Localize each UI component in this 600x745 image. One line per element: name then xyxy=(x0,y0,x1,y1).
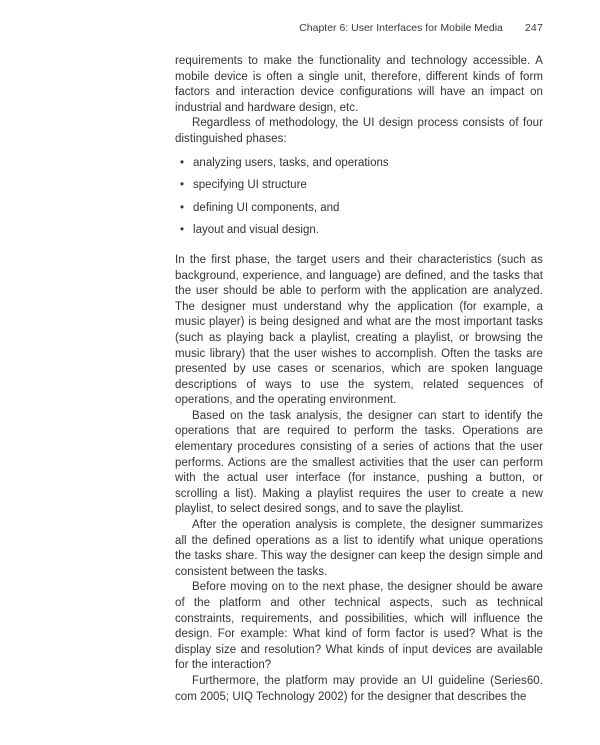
bullet-icon: • xyxy=(180,179,185,192)
list-item xyxy=(180,156,543,172)
page-header xyxy=(175,22,543,35)
list-item xyxy=(180,178,543,194)
text-column xyxy=(175,54,543,705)
bullet-icon: • xyxy=(180,224,185,237)
bullet-icon: • xyxy=(180,156,185,169)
list-item xyxy=(180,201,543,217)
paragraph: Before moving on to the next phase, the designer should be aware of the platform and other technical aspects, such as technical constraints, requirements, and possibilities, which will influence the design. For example: What kind of form factor is used? What is the display size and resolution? What kinds of input devices are available for the interaction? xyxy=(175,581,543,672)
paragraph: Furthermore, the platform may provide an UI guideline (Series60. com 2005; UIQ Technology 2002) for the designer that describes the xyxy=(175,674,543,703)
paragraph: After the operation analysis is complete, the designer summarizes all the defined operations as a list to identify what unique operations the tasks share. This way the designer can keep the design simple and consistent between the tasks. xyxy=(175,519,543,578)
list-item-text: layout and visual design. xyxy=(193,224,319,237)
list-item xyxy=(180,223,543,239)
paragraph: In the first phase, the target users and their characteristics (such as background, experience, and language) are defined, and the tasks that the user should be able to perform with the application are analyzed. The designer must understand why the application (for example, a music player) is being designed and what are the most important tasks (such as playing back a playlist, creating a playlist, or browsing the music library) that the user wishes to accomplish. Often the tasks are presented by use cases or scenarios, which are spoken language descriptions of ways to use the system, related sequences of operations, and the operating environment. xyxy=(175,253,543,407)
bullet-list xyxy=(175,156,543,239)
paragraph: Based on the task analysis, the designer can start to identify the operations that are required to perform the tasks. Operations are elementary procedures consisting of a series of actions that the user performs. Actions are the smallest activities that the user can perform with the actual user interface (for instance, pushing a button, or scrolling a list). Making a playlist requires the user to create a new playlist, to select desired songs, and to save the playlist. xyxy=(175,409,543,516)
list-item-text: specifying UI structure xyxy=(193,179,307,192)
list-item-text: defining UI components, and xyxy=(193,201,340,214)
bullet-icon: • xyxy=(180,201,185,214)
page-number: 247 xyxy=(524,22,543,34)
chapter-title: Chapter 6: User Interfaces for Mobile Media xyxy=(299,22,503,34)
paragraph: Regardless of methodology, the UI design process consists of four distinguished phases: xyxy=(175,117,543,145)
paragraph: requirements to make the functionality and technology accessible. A mobile device is often a single unit, therefore, different kinds of form factors and interaction device configurations will have an impact on industrial and hardware design, etc. xyxy=(175,55,543,114)
list-item-text: analyzing users, tasks, and operations xyxy=(193,156,389,169)
